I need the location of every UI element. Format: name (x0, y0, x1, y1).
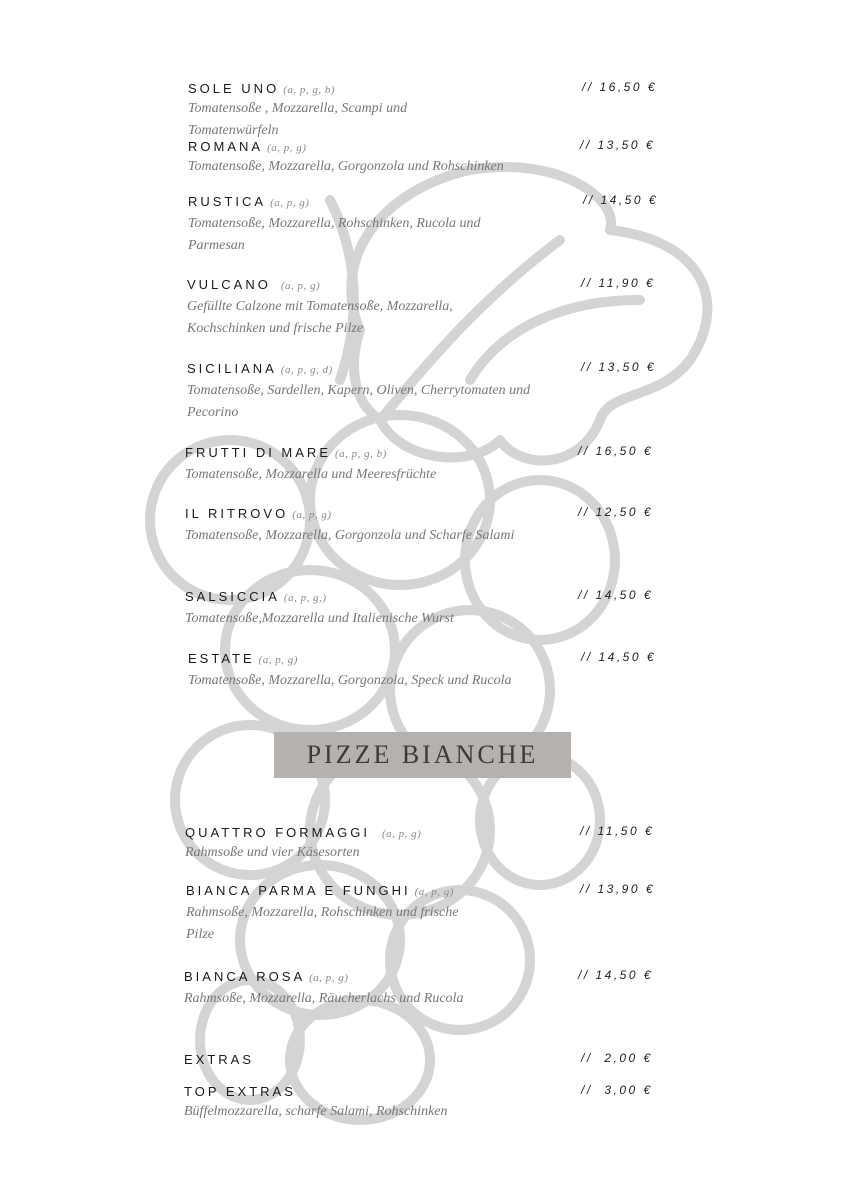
item-name: TOP EXTRAS (184, 1084, 296, 1099)
item-name: ESTATE (188, 651, 255, 666)
item-allergens: (a, p, g,) (283, 592, 327, 604)
item-description: Tomatensoße, Sardellen, Kapern, Oliven, Cherrytomaten und Pecorino (187, 383, 531, 420)
item-description: Gefüllte Calzone mit Tomatensoße, Mozzarella, Kochschinken und frische Pilze (187, 299, 453, 336)
item-allergens: (a, p, g) (270, 197, 310, 209)
item-description: Tomatensoße, Mozzarella, Gorgonzola, Speck und Rucola (188, 673, 512, 688)
item-price: // 11,50 € (580, 824, 655, 838)
item-allergens: (a, p, g) (267, 142, 307, 154)
item-allergens: (a, p, g) (258, 654, 298, 666)
item-allergens: (a, p, g, b) (335, 448, 387, 460)
item-name: BIANCA PARMA E FUNGHI (186, 883, 411, 898)
item-price: // 12,50 € (578, 505, 654, 519)
item-name: ROMANA (188, 139, 264, 154)
section-title-pizze-bianche: PIZZE BIANCHE (274, 732, 571, 778)
item-description: Tomatensoße, Mozzarella, Gorgonzola und Rohschinken (188, 159, 504, 174)
item-description: Rahmsoße, Mozzarella, Rohschinken und frische Pilze (186, 905, 459, 942)
item-description: Tomatensoße, Mozzarella, Rohschinken, Rucola und Parmesan (188, 216, 481, 253)
item-name: VULCANO (187, 277, 271, 292)
item-description: Büffelmozzarella, scharfe Salami, Rohschinken (184, 1104, 448, 1119)
item-price: // 2,00 € (581, 1051, 653, 1065)
item-price: // 16,50 € (582, 80, 658, 94)
item-price: // 14,50 € (578, 588, 654, 602)
item-description: Tomatensoße, Mozzarella, Gorgonzola und Scharfe Salami (185, 528, 515, 543)
item-name: EXTRAS (184, 1052, 255, 1067)
item-allergens: (a, p, g) (309, 972, 349, 984)
item-name: QUATTRO FORMAGGI (185, 825, 370, 840)
item-description: Tomatensoße, Mozzarella und Meeresfrüchte (185, 467, 437, 482)
item-price: // 3,00 € (581, 1083, 653, 1097)
item-description: Tomatensoße,Mozzarella und Italienische Wurst (185, 611, 454, 626)
item-allergens: (a, p, g) (280, 280, 321, 292)
item-allergens: (a, p, g) (292, 509, 332, 521)
item-name: SOLE UNO (188, 81, 280, 96)
item-price: // 13,50 € (580, 138, 656, 152)
item-name: BIANCA ROSA (184, 969, 306, 984)
item-name: SICILIANA (187, 361, 277, 376)
item-allergens: (a, p, g, b) (283, 84, 336, 96)
item-price: // 16,50 € (578, 444, 654, 458)
item-price: // 13,50 € (581, 360, 657, 374)
item-allergens: (a, p, g, d) (280, 364, 333, 376)
item-allergens: (a, p, g) (414, 886, 454, 898)
item-name: SALSICCIA (185, 589, 280, 604)
item-description: Tomatensoße , Mozzarella, Scampi und Tomatenwürfeln (188, 101, 408, 138)
item-price: // 11,90 € (581, 276, 656, 290)
item-name: RUSTICA (188, 194, 267, 209)
item-price: // 14,50 € (578, 968, 654, 982)
item-name: FRUTTI DI MARE (185, 445, 331, 460)
item-description: Rahmsoße, Mozzarella, Räucherlachs und Rucola (184, 991, 464, 1006)
item-name: IL RITROVO (185, 506, 289, 521)
item-description: Rahmsoße und vier Käsesorten (185, 845, 360, 860)
item-allergens: (a, p, g) (381, 828, 422, 840)
item-price: // 13,90 € (580, 882, 656, 896)
item-price: // 14,50 € (581, 650, 657, 664)
item-price: // 14,50 € (583, 193, 659, 207)
